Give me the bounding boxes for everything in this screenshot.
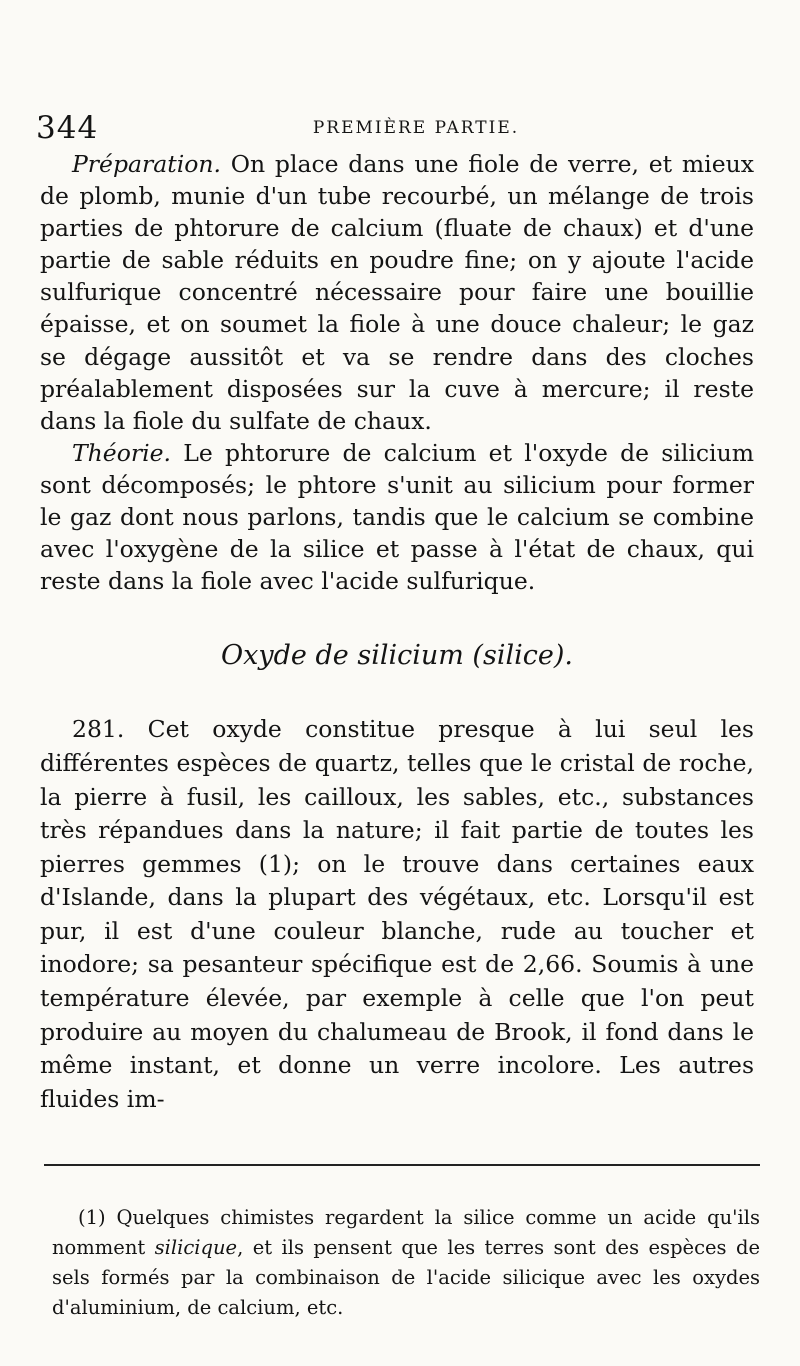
footnote-paragraph — [52, 1203, 760, 1323]
page-number: 344 — [36, 110, 99, 146]
footnote-text-after: , et ils pensent que les terres sont des espèces de sels formés par la combinaison de l'acide silicique avec les oxydes d'aluminium, de calcium, etc. — [52, 1236, 760, 1319]
theory-lead: Théorie. — [72, 438, 171, 467]
theory-text: Le phtorure de calcium et l'oxyde de silicium sont décomposés; le phtore s'unit au silicium pour former le gaz dont nous parlons, tandis que le calcium se combine avec l'oxygène de la silice et passe à l'état de chaux, qui reste dans la fiole avec l'acide sulfurique. — [40, 438, 754, 596]
page-header — [36, 108, 756, 148]
preparation-text: On place dans une fiole de verre, et mieux de plomb, munie d'un tube recourbé, un mélange de trois parties de phtorure de calcium (fluate de chaux) et d'une partie de sable réduits en poudre fine; on y ajoute l'acide sulfurique concentré nécessaire pour faire une bouillie épaisse, et on soumet la fiole à une douce chaleur; le gaz se dégage aussitôt et va se rendre dans des cloches préalablement disposées sur la cuve à mercure; il reste dans la fiole du sulfate de chaux. — [40, 150, 754, 435]
preparation-lead: Préparation. — [72, 150, 221, 178]
footnote-italic: silicique — [154, 1236, 238, 1259]
section-title: Oxyde de silicium (silice). — [221, 640, 573, 672]
footnote — [52, 1203, 760, 1323]
main-text — [40, 148, 754, 1116]
footnote-text-before: (1) Quelques chimistes regardent la silice comme un acide qu'ils nomment — [52, 1206, 760, 1259]
paragraph-281: 281. Cet oxyde constitue presque à lui seul les différentes espèces de quartz, telles que le cristal de roche, la pierre à fusil, les cailloux, les sables, etc., substances très répandues dans la nature; il fait partie de toutes les pierres gemmes (1); on le trouve dans certaines eaux d'Islande, dans la plupart des végétaux, etc. Lorsqu'il est pur, il est d'une couleur blanche, rude au toucher et inodore; sa pesanteur spécifique est de 2,66. Soumis à une température élevée, par exemple à celle que l'on peut produire au moyen du chalumeau de Brook, il fond dans le même instant, et donne un verre incolore. Les autres fluides im- — [40, 715, 754, 1113]
footnote-divider — [44, 1164, 760, 1166]
paragraph-preparation — [40, 148, 754, 437]
running-head: PREMIÈRE PARTIE. — [312, 118, 520, 138]
paragraph-theory — [40, 437, 754, 597]
